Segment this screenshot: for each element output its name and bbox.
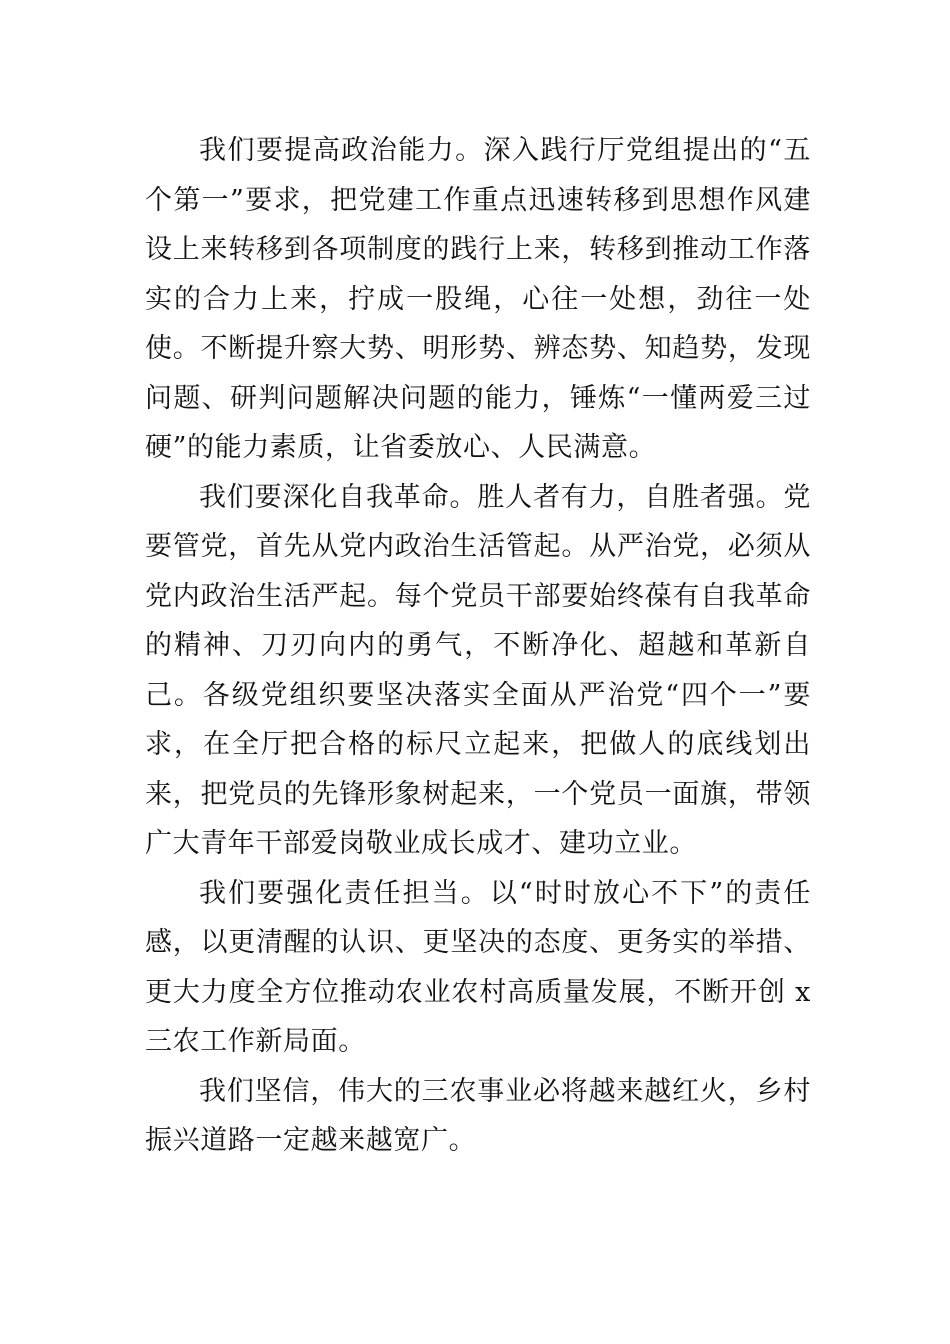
paragraph-political-ability: 我们要提高政治能力。深入践行厅党组提出的“五个第一”要求，把党建工作重点迅速转移到思想作风建设上来转移到各项制度的践行上来，转移到推动工作落实的合力上来，拧成一股绳，心往一处想，劲往一处使。不断提升察大势、明形势、辨态势、知趋势，发现问题、研判问题解决问题的能力，锤炼“一懂两爱三过硬”的能力素质，让省委放心、人民满意。 (145, 135, 811, 463)
document-body (145, 126, 811, 1166)
paragraph-conclusion: 我们坚信，伟大的三农事业必将越来越红火，乡村振兴道路一定越来越宽广。 (145, 1075, 811, 1156)
paragraph-self-revolution: 我们要深化自我革命。胜人者有力，自胜者强。党要管党，首先从党内政治生活管起。从严治党，必须从党内政治生活严起。每个党员干部要始终葆有自我革命的精神、刀刃向内的勇气，不断净化、超越和革新自己。各级党组织要坚决落实全面从严治党“四个一”要求，在全厅把合格的标尺立起来，把做人的底线划出来，把党员的先锋形象树起来，一个党员一面旗，带领广大青年干部爱岗敬业成长成才、建功立业。 (145, 481, 811, 859)
paragraph-responsibility: 我们要强化责任担当。以“时时放心不下”的责任感，以更清醒的认识、更坚决的态度、更务实的举措、更大力度全方位推动农业农村高质量发展，不断开创 x 三农工作新局面。 (145, 877, 811, 1057)
